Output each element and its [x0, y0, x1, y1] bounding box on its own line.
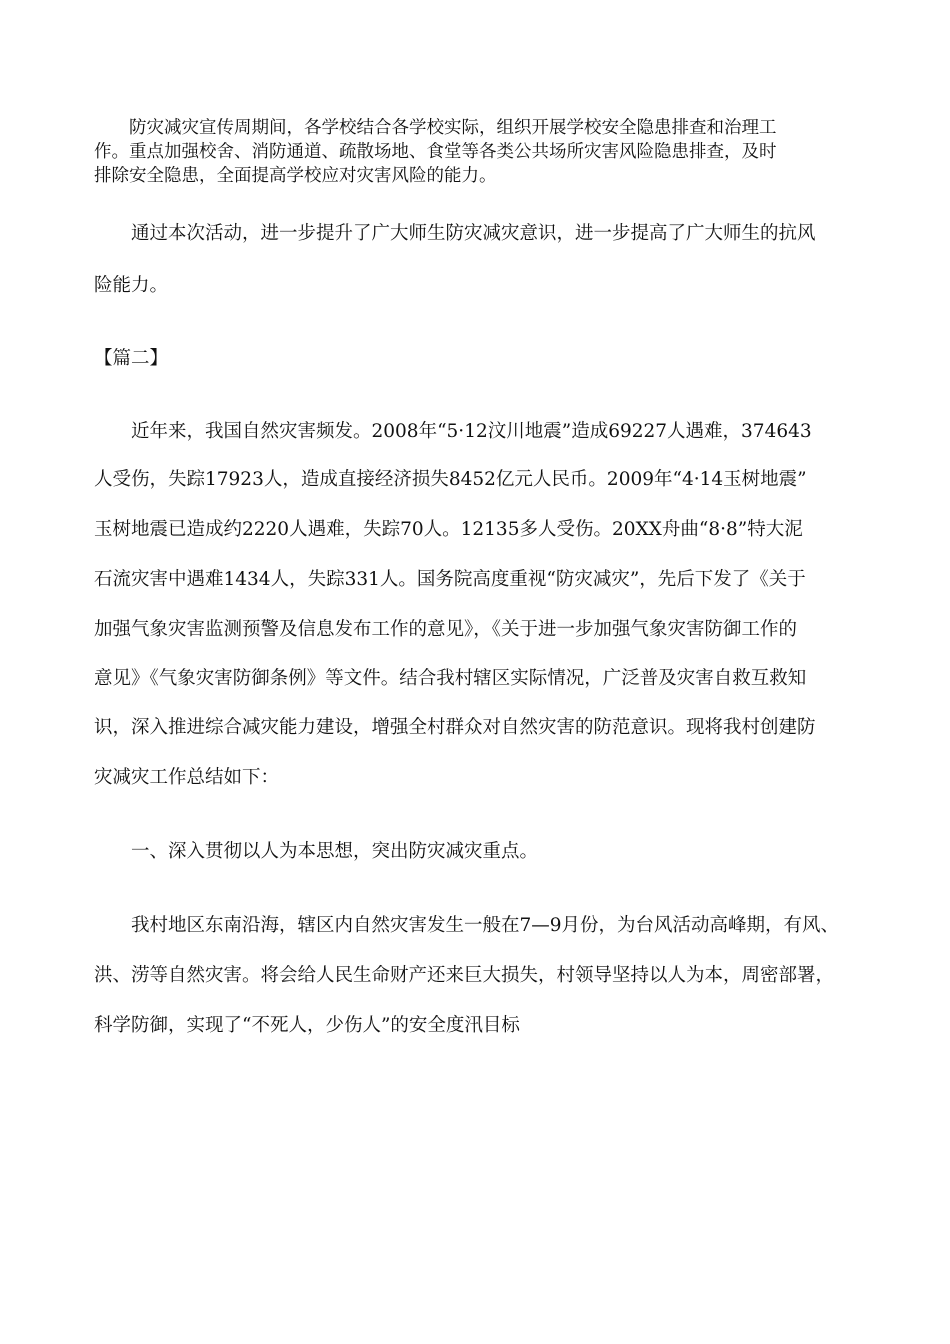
paragraph-line: 近年来，我国自然灾害频发。2008年“5·12汶川地震”造成69227人遇难，374643: [94, 421, 812, 442]
numbered-heading: 一、深入贯彻以人为本思想，突出防灾减灾重点。: [94, 841, 539, 862]
paragraph-line: 防灾减灾宣传周期间，各学校结合各学校实际，组织开展学校安全隐患排查和治理工: [94, 118, 777, 138]
paragraph-line: 意见》《气象灾害防御条例》等文件。结合我村辖区实际情况，广泛普及灾害自救互救知: [94, 668, 807, 689]
paragraph-line: 作。重点加强校舍、消防通道、疏散场地、食堂等各类公共场所灾害风险隐患排查，及时: [94, 142, 777, 162]
paragraph-line: 玉树地震已造成约2220人遇难，失踪70人。12135多人受伤。20XX舟曲“8·8”特大泥: [94, 519, 803, 540]
paragraph-line: 人受伤，失踪17923人，造成直接经济损失8452亿元人民币。2009年“4·14玉树地震”: [94, 469, 807, 490]
paragraph-line: 洪、涝等自然灾害。将会给人民生命财产还来巨大损失，村领导坚持以人为本，周密部署，: [94, 965, 835, 986]
paragraph-line: 险能力。: [94, 275, 169, 296]
paragraph-line: 排除安全隐患，全面提高学校应对灾害风险的能力。: [94, 166, 497, 186]
paragraph-line: 石流灾害中遇难1434人，失踪331人。国务院高度重视“防灾减灾”，先后下发了《关于: [94, 569, 806, 590]
paragraph-line: 我村地区东南沿海，辖区内自然灾害发生一般在7—9月份，为台风活动高峰期，有风、: [94, 915, 840, 936]
paragraph-line: 识，深入推进综合减灾能力建设，增强全村群众对自然灾害的防范意识。现将我村创建防: [94, 717, 816, 738]
paragraph-line: 科学防御，实现了“不死人，少伤人”的安全度汛目标: [94, 1015, 520, 1036]
paragraph-line: 灾减灾工作总结如下：: [94, 767, 280, 788]
paragraph-line: 通过本次活动，进一步提升了广大师生防灾减灾意识，进一步提高了广大师生的抗风: [94, 223, 816, 244]
section-heading: 【篇二】: [94, 348, 169, 369]
paragraph-line: 加强气象灾害监测预警及信息发布工作的意见》，《关于进一步加强气象灾害防御工作的: [94, 619, 798, 640]
